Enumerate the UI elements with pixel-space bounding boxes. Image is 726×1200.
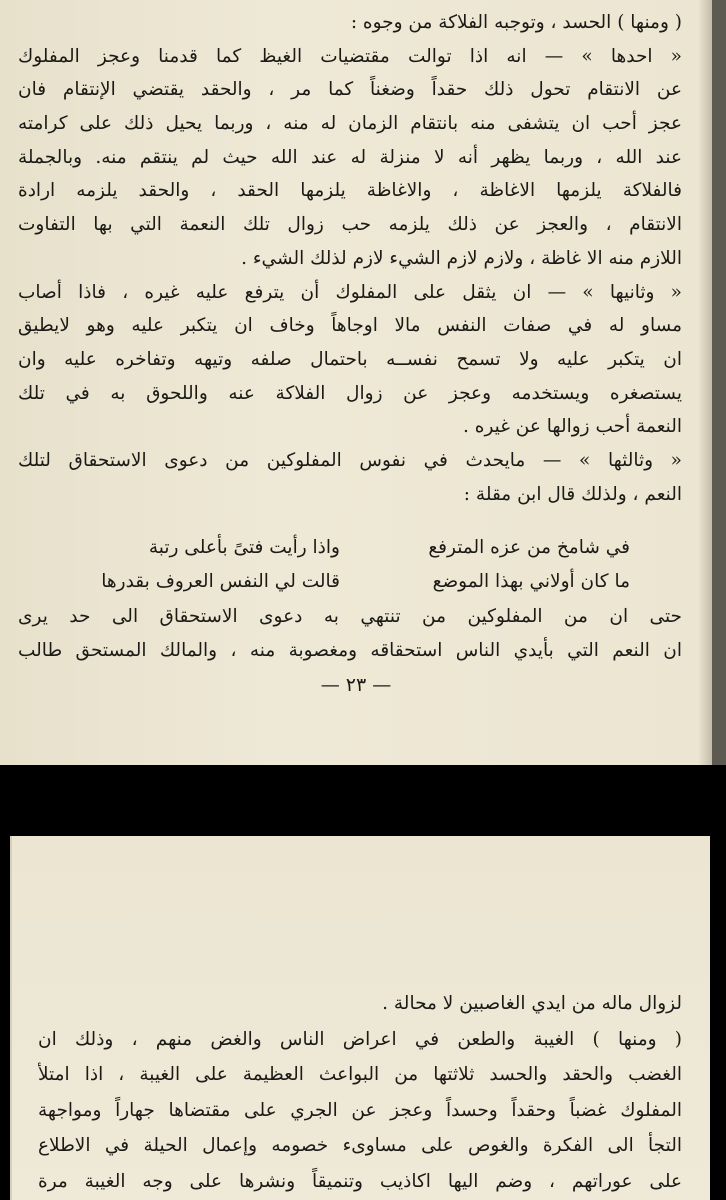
text-line: عند الله ، وربما يظهر أنه لا منزلة له عند الله حيث لم ينتقم منه. وبالجملة — [18, 146, 682, 168]
text-line: فالفلاكة يلزمها الاغاظة ، والاغاظة يلزمها الحقد ، والحقد يلزمه ارادة — [18, 180, 682, 202]
text-line: حتى ان من المفلوكين من تنتهي به دعوى الاستحقاق الى حد يرى — [18, 606, 682, 627]
text-line: « وثالثها » — مايحدث في نفوس المفلوكين من دعوى الاستحقاق لتلك — [18, 449, 682, 471]
bottom-book-page — [10, 836, 710, 1200]
text-line: مساو له في صفات النفس مالا اوجاهاً وخاف ان يتكبر عليه وهو لايطيق — [18, 315, 682, 337]
text-line: « وثانيها » — ان يثقل على المفلوك أن يترفع عليه غيره ، فاذا أصاب — [18, 281, 682, 303]
text-line: لزوال ماله من ايدي الغاصبين لا محالة . — [382, 993, 682, 1014]
text-line: على عوراتهم ، وضم اليها اكاذيب وتنميقاً ونشرها على وجه الغيبة مرة — [38, 1170, 682, 1192]
book-spine-shadow — [712, 0, 726, 765]
bottom-page-text — [38, 986, 682, 1199]
page-number: — ٢٣ — — [320, 674, 392, 696]
text-line: « احدها » — انه اذا توالت مقتضيات الغيظ كما قدمنا وعجز المفلوك — [18, 45, 682, 67]
text-line: النعمة أحب زوالها عن غيره . — [462, 416, 682, 438]
text-line: التجأ الى الفكرة والغوص على مساوىء خصومه وإعمال الحيلة في الاطلاع — [38, 1135, 682, 1156]
text-line: عن الانتقام تحول ذلك حقداً وضغناً كما مر ، والحقد يقتضي الإنتقام فان — [18, 79, 682, 101]
top-page-text — [18, 6, 682, 511]
text-line: المفلوك غضباً وحقداً وحسداً وعجز عن الجري على مقتضاها جهاراً ومواجهة — [38, 1099, 682, 1121]
scan-gap — [0, 765, 726, 835]
top-page-text-continued — [18, 600, 682, 667]
text-line: الغضب والحقد والحسد ثلاثتها من البواعث العظيمة على الغيبة ، اذا امتلأ — [38, 1064, 682, 1085]
poem-verse-1-second-hemistich: في شامخ من عزه المترفع — [428, 537, 630, 558]
text-line: اللازم منه الا غاظة ، ولازم لازم الشيء لازم لذلك الشيء . — [241, 247, 682, 269]
text-line: ( ومنها ) الحسد ، وتوجبه الفلاكة من وجوه : — [350, 12, 682, 33]
poem-verse-2-first-hemistich: قالت لي النفس العروف بقدرها — [101, 571, 340, 592]
text-line: الانتقام ، والعجز عن ذلك يلزمه حب زوال تلك النعمة التي بها التفاوت — [18, 214, 682, 236]
text-line: النعم ، ولذلك قال ابن مقلة : — [463, 483, 682, 505]
text-line: ( ومنها ) الغيبة والطعن في اعراض الناس والغض منهم ، وذلك ان — [38, 1028, 682, 1050]
text-line: عجز أحب ان يتشفى منه بانتقام الزمان له منه ، وربما يحيل ذلك على كرامته — [18, 113, 682, 135]
poem-verse-2-second-hemistich: ما كان أولاني بهذا الموضع — [432, 571, 630, 592]
text-line: ان يتكبر عليه ولا تسمح نفســه باحتمال صلفه وتيهه وتفاخره عليه وان — [18, 348, 682, 370]
poem-verse-1-first-hemistich: واذا رأيت فتىً بأعلى رتبة — [148, 537, 340, 558]
text-line: يستصغره ويستخدمه وعجز عن زوال الفلاكة عنه واللحوق به في تلك — [18, 382, 682, 404]
text-line: ان النعم التي بأيدي الناس استحقاقه ومغصوبة منه ، والمالك المستحق طالب — [18, 639, 682, 661]
